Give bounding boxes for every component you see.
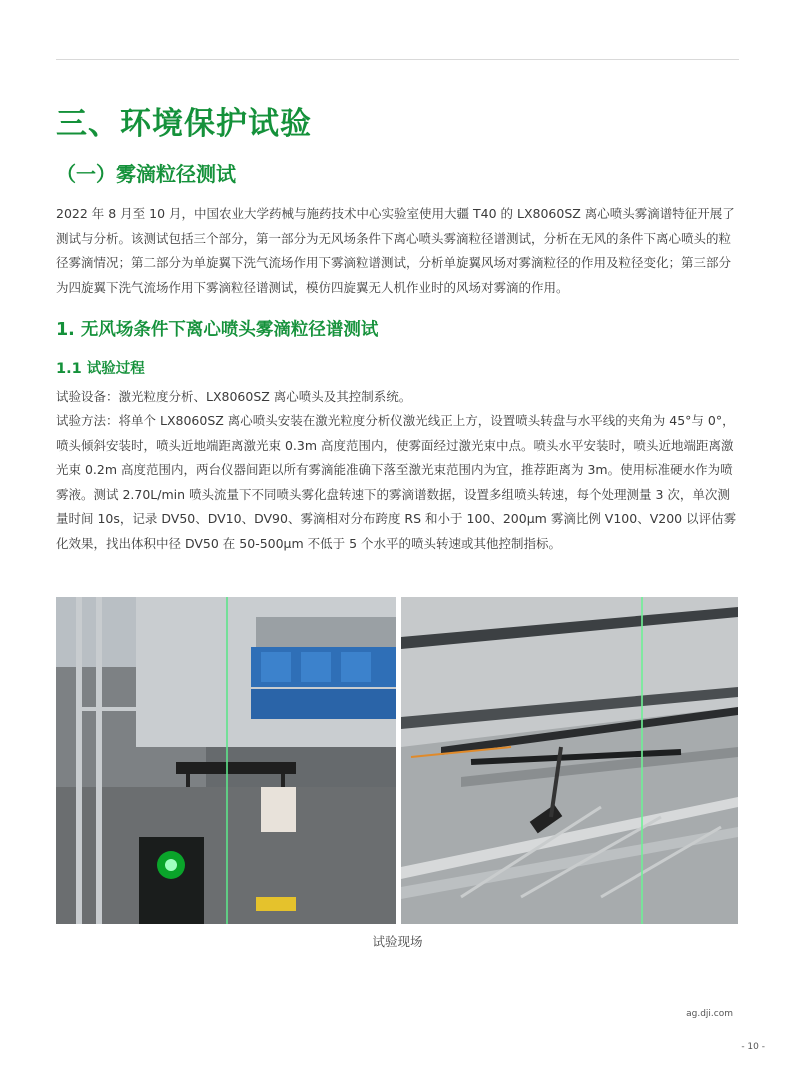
photo-caption: 试验现场	[372, 934, 423, 949]
lab-photo-right	[401, 597, 738, 924]
lab-photo-left	[56, 597, 396, 924]
heading-1: 1. 无风场条件下离心喷头雾滴粒径谱测试	[56, 320, 379, 340]
intro-paragraph: 2022 年 8 月至 10 月，中国农业大学药械与施药技术中心实验室使用大疆 T40 的 LX8060SZ 离心喷头雾滴谱特征开展了测试与分析。该测试包括三个部分，第一部分为无风场条件下离心喷头雾滴粒径谱测试，分析在无风的条件下离心喷头的粒径雾滴情况；第二部分为单旋翼下洗气流场作用下雾滴粒谱测试，分析单旋翼风场对雾滴粒径的作用及粒径变化；第三部分为四旋翼下洗气流场作用下雾滴粒径谱测试，模仿四旋翼无人机作业时的风场对雾滴的作用。	[56, 206, 735, 295]
lab-equipment-illustration	[56, 597, 396, 924]
equipment-line: 试验设备：激光粒度分析、LX8060SZ 离心喷头及其控制系统。	[56, 389, 412, 404]
top-divider	[56, 59, 739, 60]
subsection-title: （一）雾滴粒径测试	[56, 162, 236, 186]
site-url: ag.dji.com	[686, 1009, 733, 1019]
section-title: 三、环境保护试验	[56, 106, 312, 142]
nozzle-rig-illustration	[401, 597, 738, 924]
page-number: - 10 -	[741, 1042, 765, 1052]
heading-1-1: 1.1 试验过程	[56, 361, 145, 377]
method-paragraph: 试验方法：将单个 LX8060SZ 离心喷头安装在激光粒度分析仪激光线正上方，设置喷头转盘与水平线的夹角为 45°与 0°，喷头倾斜安装时，喷头近地端距离激光束 0.3m 高度范围内，使雾面经过激光束中点。喷头水平安装时，喷头近地端距离激光束 0.2m 高度范围内，两台仪器间距以所有雾滴能准确下落至激光束范围内为宜，推荐距离为 3m。使用标准硬水作为喷雾液。测试 2.70L/min 喷头流量下不同喷头雾化盘转速下的雾滴谱数据，设置多组喷头转速，每个处理测量 3 次，单次测量时间 10s，记录 DV50、DV10、DV90、雾滴相对分布跨度 RS 和小于 100、200μm 雾滴比例 V100、V200 以评估雾化效果，找出体积中径 DV50 在 50-500μm 不低于 5 个水平的喷头转速或其他控制指标。	[56, 413, 737, 551]
